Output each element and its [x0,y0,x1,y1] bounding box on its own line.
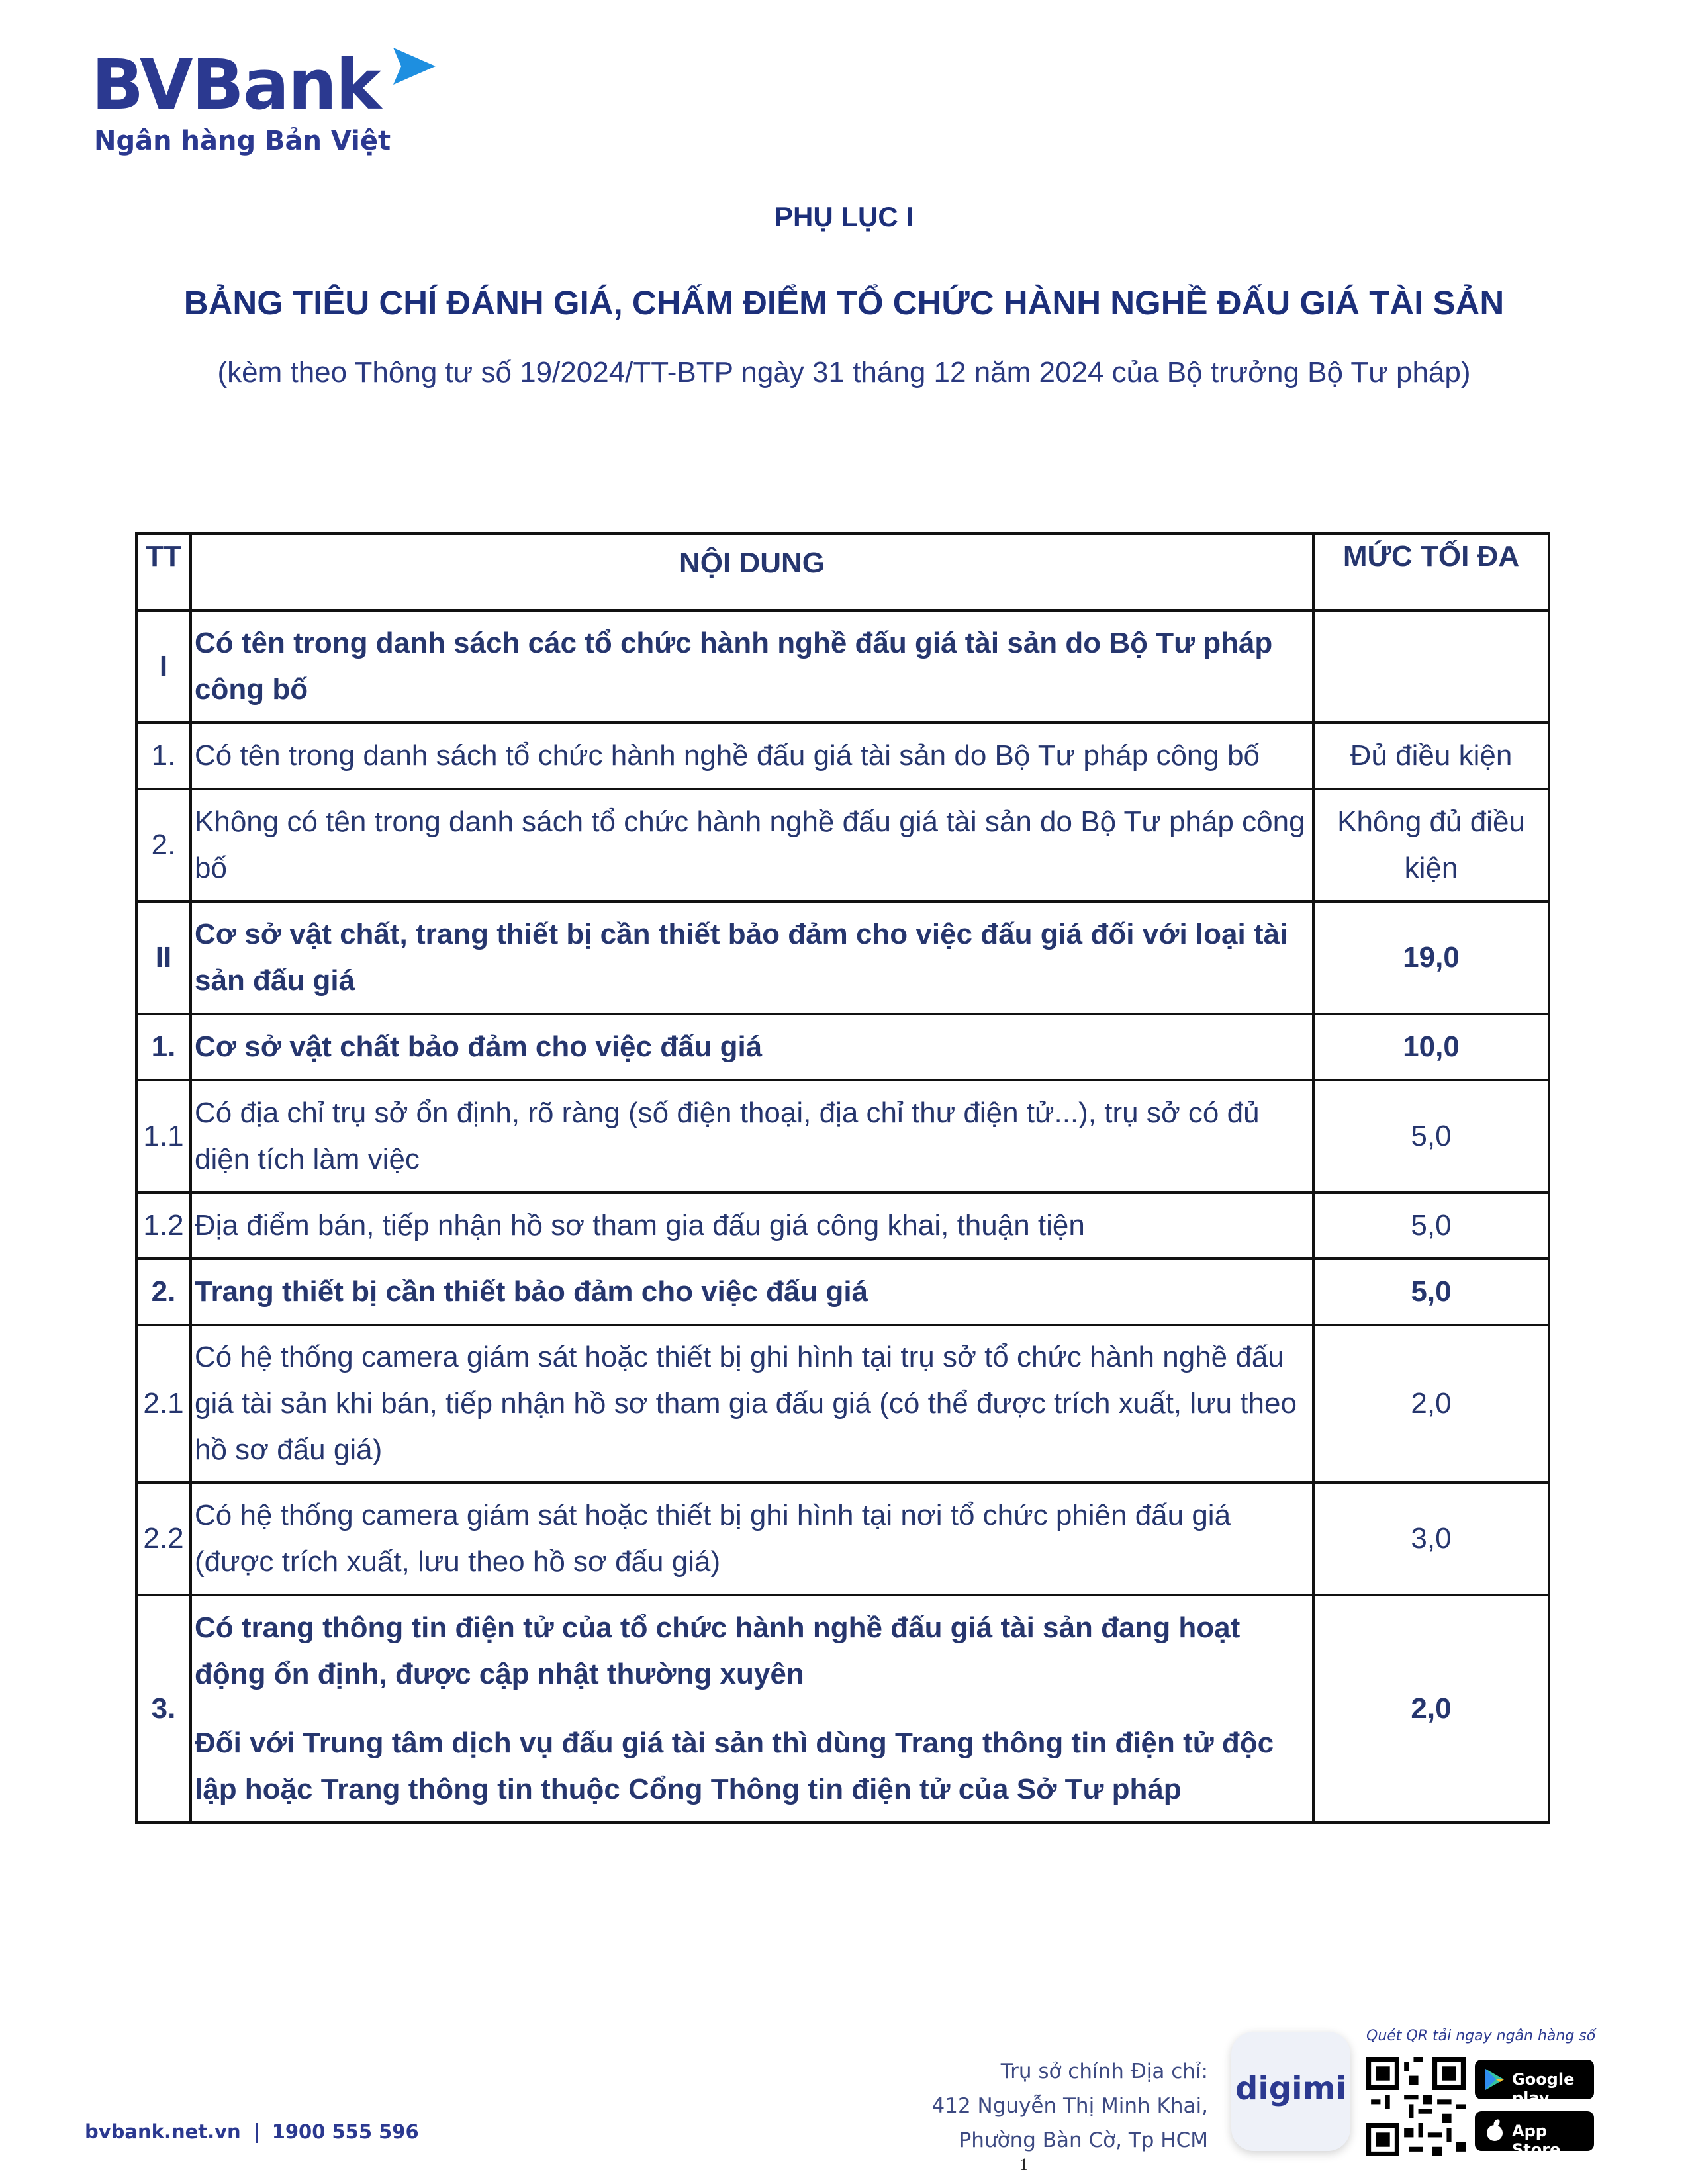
row-content: Có hệ thống camera giám sát hoặc thiết bị ghi hình tại trụ sở tổ chức hành nghề đấu giá tài sản khi bán, tiếp nhận hồ sơ tham gia đấu giá (có thể được trích xuất, lưu theo hồ sơ đấu giá) [191,1325,1313,1482]
header-tt: TT [136,533,191,610]
qr-caption: Quét QR tải ngay ngân hàng số [1366,2028,1596,2044]
row-tt: 2. [136,789,191,901]
apple-icon [1481,2118,1508,2144]
table-row [136,1259,1549,1325]
app-store-badge[interactable] [1475,2111,1594,2159]
google-play-icon [1481,2066,1508,2093]
page-subtitle: (kèm theo Thông tư số 19/2024/TT-BTP ngày 31 tháng 12 năm 2024 của Bộ trưởng Bộ Tư pháp) [217,356,1471,388]
row-content: Có hệ thống camera giám sát hoặc thiết bị ghi hình tại nơi tổ chức phiên đấu giá (được trích xuất, lưu theo hồ sơ đấu giá) [191,1482,1313,1595]
row-tt: II [136,901,191,1014]
table-row [136,723,1549,789]
row-content: Có tên trong danh sách các tổ chức hành nghề đấu giá tài sản do Bộ Tư pháp công bố [191,610,1313,723]
address-label: Trụ sở chính Địa chỉ: [1000,2060,1208,2083]
hotline[interactable]: 1900 555 596 [271,2120,419,2143]
bvbank-logo [91,45,449,171]
row-max: Không đủ điều kiện [1313,789,1549,901]
row-content: Có tên trong danh sách tổ chức hành nghề đấu giá tài sản do Bộ Tư pháp công bố [191,723,1313,789]
google-play-label: Google play [1512,2070,1575,2107]
appendix-label: PHỤ LỤC I [774,201,914,232]
row-max: 5,0 [1313,1080,1549,1193]
row-tt: 1.2 [136,1193,191,1259]
row-content: Có địa chỉ trụ sở ổn định, rõ ràng (số điện thoại, địa chỉ thư điện tử...), trụ sở có đủ diện tích làm việc [191,1080,1313,1193]
row-tt: 3. [136,1595,191,1823]
logo-triangle-icon [391,46,438,87]
table-row [136,1482,1549,1595]
footer-divider [256,2123,258,2143]
header-content: NỘI DUNG [191,533,1313,610]
row-max: Đủ điều kiện [1313,723,1549,789]
table-row [136,610,1549,723]
table-header-row [136,533,1549,610]
table-row [136,901,1549,1014]
row-content: Không có tên trong danh sách tổ chức hành nghề đấu giá tài sản do Bộ Tư pháp công bố [191,789,1313,901]
row-tt: 1. [136,1014,191,1080]
address-line-2: Phường Bàn Cờ, Tp HCM [959,2128,1208,2152]
google-play-badge[interactable] [1475,2060,1594,2107]
row-content: Trang thiết bị cần thiết bảo đảm cho việc đấu giá [191,1259,1313,1325]
header-max: MỨC TỐI ĐA [1313,533,1549,610]
head-office-address [932,2054,1208,2158]
website-link[interactable]: bvbank.net.vn [85,2120,241,2143]
qr-code-icon[interactable] [1366,2057,1466,2156]
row-content-note: Đối với Trung tâm dịch vụ đấu giá tài sản thì dùng Trang thông tin điện tử độc lập hoặc Trang thông tin thuộc Cổng Thông tin điện tử của Sở Tư pháp [195,1727,1274,1805]
logo-wordmark: BVBank [91,44,381,125]
page-number: 1 [1019,2155,1028,2174]
row-content: Địa điểm bán, tiếp nhận hồ sơ tham gia đấu giá công khai, thuận tiện [191,1193,1313,1259]
row-max: 3,0 [1313,1482,1549,1595]
row-tt: 2.2 [136,1482,191,1595]
row-content: Cơ sở vật chất, trang thiết bị cần thiết bảo đảm cho việc đấu giá đối với loại tài sản đấu giá [191,901,1313,1014]
row-max: 19,0 [1313,901,1549,1014]
row-tt: 1.1 [136,1080,191,1193]
row-content-main: Có trang thông tin điện tử của tổ chức hành nghề đấu giá tài sản đang hoạt động ổn định, được cập nhật thường xuyên [195,1612,1241,1690]
table-row [136,1325,1549,1482]
page-title: BẢNG TIÊU CHÍ ĐÁNH GIÁ, CHẤM ĐIỂM TỔ CHỨC HÀNH NGHỀ ĐẤU GIÁ TÀI SẢN [183,284,1505,322]
row-tt: I [136,610,191,723]
row-content [191,1595,1313,1823]
row-content: Cơ sở vật chất bảo đảm cho việc đấu giá [191,1014,1313,1080]
table-row [136,1014,1549,1080]
row-tt: 2. [136,1259,191,1325]
row-max: 2,0 [1313,1595,1549,1823]
table-row [136,1193,1549,1259]
app-store-label: App Store [1512,2122,1561,2159]
row-max: 10,0 [1313,1014,1549,1080]
row-max: 2,0 [1313,1325,1549,1482]
row-tt: 2.1 [136,1325,191,1482]
row-max: 5,0 [1313,1259,1549,1325]
row-max: 5,0 [1313,1193,1549,1259]
row-max [1313,610,1549,723]
digimi-app-icon[interactable] [1231,2032,1350,2151]
footer-contact [85,2120,419,2143]
address-line-1: 412 Nguyễn Thị Minh Khai, [931,2094,1208,2118]
criteria-table [135,532,1550,1824]
table-row [136,1080,1549,1193]
logo-tagline: Ngân hàng Bản Việt [94,126,391,156]
digimi-app-name: digimi [1235,2070,1347,2107]
row-tt: 1. [136,723,191,789]
table-row [136,1595,1549,1823]
table-row [136,789,1549,901]
